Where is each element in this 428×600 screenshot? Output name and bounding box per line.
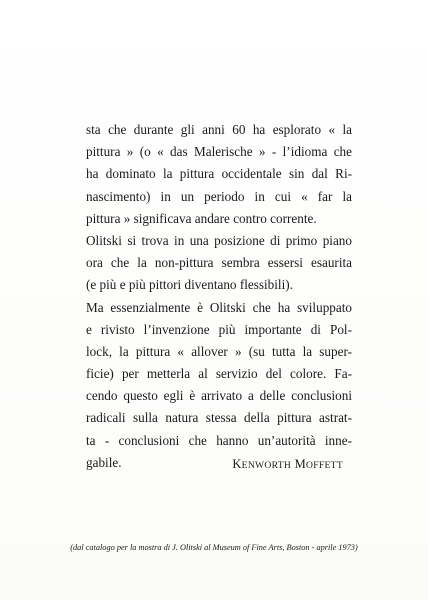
- text-line: ha dominato la pittura occidentale sin dal Ri-: [86, 166, 352, 182]
- text-line: sta che durante gli anni 60 ha esplorato « la: [86, 122, 352, 137]
- author-signature: [232, 457, 343, 472]
- text-line: lock, la pittura « allover » (su tutta la super-: [86, 343, 352, 359]
- essay-paragraph: [86, 119, 352, 474]
- text-line: radicali sulla natura stessa della pittura astrat-: [86, 410, 352, 426]
- author-last-rest: OFFETT: [306, 460, 343, 471]
- text-line: Ma essenzialmente è Olitski che ha sviluppato: [86, 299, 352, 315]
- text-line: e rivisto l’invenzione più importante di Pol-: [86, 321, 352, 337]
- text-line: gabile.: [86, 454, 122, 470]
- text-line: (e più e più pittori diventano flessibili).: [86, 277, 293, 293]
- text-line: pittura » (o « das Malerische » - l’idioma che: [86, 144, 352, 160]
- text-line: cendo questo egli è arrivato a delle conclusioni: [86, 388, 352, 404]
- author-last-initial: M: [294, 457, 307, 471]
- text-line: nascimento) in un periodo in cui « far la: [86, 188, 352, 204]
- text-line: ora che la non-pittura sembra essersi esaurita: [86, 255, 352, 271]
- author-first-rest: ENWORTH: [241, 460, 292, 471]
- author-first-initial: K: [232, 457, 242, 471]
- text-line: ficie) per metterla al servizio del colore. Fa-: [86, 366, 352, 382]
- source-caption: (dal catalogo per la mostra di J. Olitski al Museum of Fine Arts, Boston - aprile 1973): [70, 543, 358, 552]
- text-line: ta - conclusioni che hanno un’autorità inne-: [86, 432, 352, 448]
- text-line: Olitski si trova in una posizione di primo piano: [86, 232, 352, 248]
- text-line: pittura » significava andare contro corrente.: [86, 210, 317, 226]
